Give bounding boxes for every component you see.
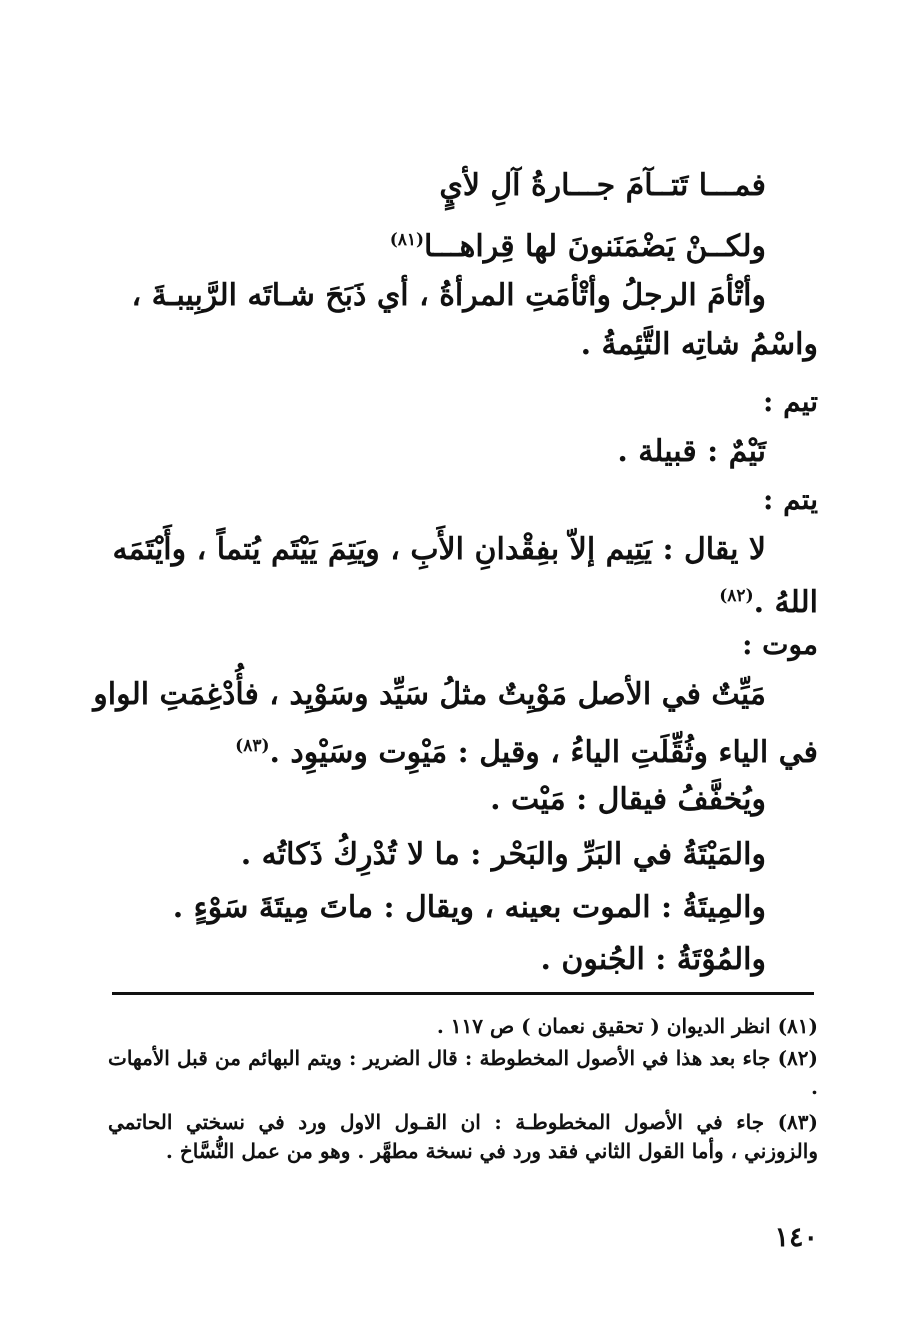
- para3-line-3: [490, 780, 766, 820]
- footnote-82-text: جاء بعد هذا في الأصول المخطوطة : قال الضرير : ويتم البهائم من قبل الأمهات .: [108, 1046, 818, 1099]
- footnote-83-text: جاء في الأصول المخطوطـة : ان القـول الاول ورد في نسختي الحاتمي والزوزني ، وأما القول الثاني فقد ورد في نسخة مطهَّر . وهو من عمل النُّسَّاخ .: [108, 1110, 818, 1163]
- footnote-81: [108, 1012, 818, 1041]
- poem-line-2: [390, 220, 766, 267]
- para3-line-6: [540, 940, 766, 980]
- para2-line-1: [112, 530, 766, 570]
- para3-line-1: [93, 675, 766, 715]
- para1-line-1: [131, 276, 766, 316]
- entry-heading-mawt-text: موت :: [742, 628, 818, 661]
- para3-line-4: [241, 835, 766, 875]
- footnote-ref-82: (٨٢): [719, 586, 754, 606]
- poem-line-1: [439, 166, 766, 206]
- footnote-ref-81: (٨١): [389, 230, 425, 250]
- poem-line-1-text: فمـــا تَتــآمَ جـــارةُ آلِ لأيٍ: [439, 168, 766, 203]
- para3-line-5-text: والمِيتَةُ : الموت بعينه ، ويقال : ماتَ مِيتَةَ سَوْءٍ .: [172, 890, 766, 925]
- entry-taym-text: تَيْمٌ : قبيلة .: [617, 434, 766, 469]
- entry-heading-yatm-text: يتم :: [763, 483, 818, 516]
- para1-line-2: [581, 325, 818, 365]
- entry-heading-yatm: [763, 480, 818, 520]
- footnote-82-number: (٨٢): [777, 1046, 818, 1070]
- para3-line-2-text: في الياء وثُقِّلَتِ الياءُ ، وقيل : مَيْوِت وسَيْوِد .: [269, 735, 818, 770]
- footnote-81-text: انظر الديوان ( تحقيق نعمان ) ص ١١٧ .: [436, 1014, 771, 1038]
- para3-line-1-text: مَيِّتٌ في الأصل مَوْيِتٌ مثلُ سَيِّد وسَوْيِد ، فأُدْغِمَتِ الواو: [93, 677, 766, 712]
- para2-line-1-text: لا يقال : يَتِيم إلاّ بفِقْدانِ الأَبِ ، ويَتِمَ يَيْتَم يُتماً ، وأَيْتَمَه: [112, 532, 766, 567]
- entry-heading-taym-text: تيم :: [763, 385, 818, 418]
- footnote-83-number: (٨٣): [777, 1110, 818, 1134]
- para1-line-2-text: واسْمُ شاتِه التَّئِمةُ .: [580, 327, 818, 362]
- entry-taym: [617, 432, 766, 472]
- para2-line-2: [719, 576, 818, 623]
- footnote-83: [108, 1108, 818, 1166]
- footnote-82: [108, 1044, 818, 1102]
- entry-heading-mawt: [742, 625, 818, 665]
- entry-heading-taym: [763, 382, 818, 422]
- para3-line-2: [235, 726, 818, 773]
- para3-line-5: [173, 888, 766, 928]
- poem-line-2-text: ولكــنْ يَضْمَنَنونَ لها قِراهـــا: [424, 229, 766, 264]
- para3-line-3-text: ويُخفَّفُ فيقال : مَيْت .: [490, 782, 766, 817]
- para3-line-4-text: والمَيْتَةُ في البَرِّ والبَحْر : ما لا تُدْرِكُ ذَكاتُه .: [240, 837, 766, 872]
- footnote-81-number: (٨١): [777, 1014, 818, 1038]
- footnote-ref-83: (٨٣): [235, 736, 270, 756]
- para3-line-6-text: والمُوْتَةُ : الجُنون .: [540, 942, 766, 977]
- para2-line-2-text: اللهُ .: [753, 585, 818, 620]
- footnote-divider: [112, 992, 814, 995]
- para1-line-1-text: وأتْأمَ الرجلُ وأتْأمَتِ المرأةُ ، أي ذَبَحَ شـاتَه الرَّبِيبـةَ ،: [131, 278, 766, 313]
- page-number: ١٤٠: [774, 1222, 818, 1253]
